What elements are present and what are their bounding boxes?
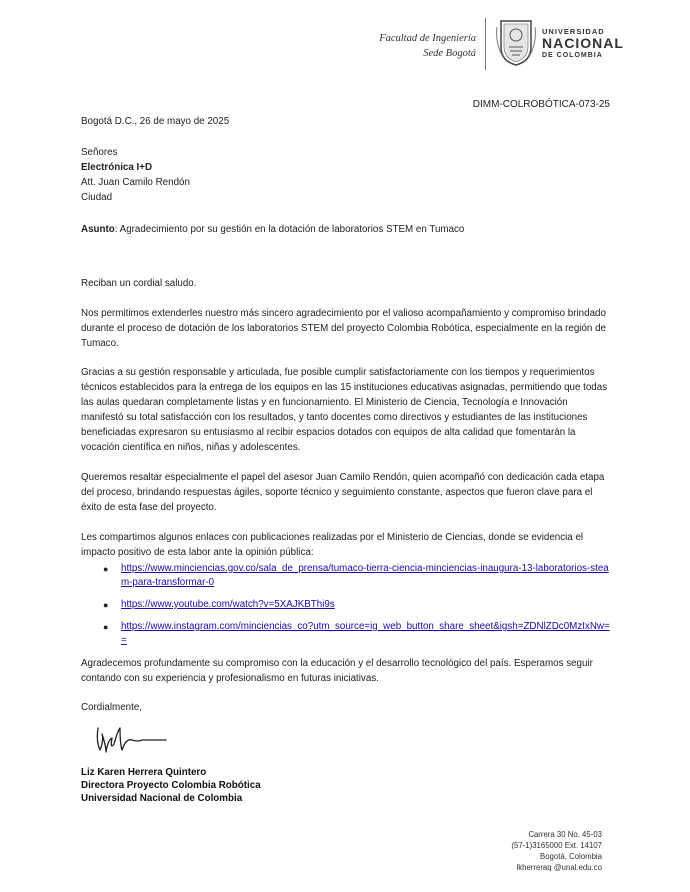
signer-organization: Universidad Nacional de Colombia <box>81 793 243 804</box>
paragraph-5: Agradecemos profundamente su compromiso con la educación y el desarrollo tecnológico del país. Esperamos seguir contando con su experiencia y profesionalismo en futuras iniciativas. <box>81 657 593 684</box>
bullet-icon: ● <box>103 564 109 574</box>
recipient-block <box>81 145 611 205</box>
list-item <box>81 620 611 648</box>
document-reference: DIMM-COLROBÓTICA-073-25 <box>472 99 610 110</box>
footer-email: lkherreraq @unal.edu.co <box>516 863 602 872</box>
handwritten-signature <box>92 720 172 760</box>
signer-block <box>81 766 261 805</box>
signer-title: Directora Proyecto Colombia Robótica <box>81 780 261 791</box>
link-minciencias[interactable]: https://www.minciencias.gov.co/sala_de_prensa/tumaco-tierra-ciencia-minciencias-inaugura-13-laboratorios-steam-para-transformar-0 <box>121 563 609 588</box>
footer-phone: (57-1)3165000 Ext. 14107 <box>511 841 602 850</box>
list-item <box>81 598 611 612</box>
bullet-icon: ● <box>103 622 109 632</box>
university-name <box>542 27 624 60</box>
university-seal-icon <box>495 17 537 67</box>
faculty-name <box>330 31 476 61</box>
recipient-salutation: Señores <box>81 147 118 158</box>
recipient-city: Ciudad <box>81 192 113 203</box>
paragraph-4: Les compartimos algunos enlaces con publicaciones realizadas por el Ministerio de Ciencias, donde se evidencia el impacto positivo de esta labor ante la opinión pública: <box>81 531 584 558</box>
link-list <box>81 562 611 656</box>
link-youtube[interactable]: https://www.youtube.com/watch?v=5XAJKBThi9s <box>121 599 335 610</box>
subject-text: : Agradecimiento por su gestión en la dotación de laboratorios STEM en Tumaco <box>114 224 465 235</box>
header-divider <box>485 18 486 70</box>
faculty-line-2: Sede Bogotá <box>423 48 476 59</box>
subject-line <box>81 222 611 237</box>
university-line-3: DE COLOMBIA <box>542 52 603 59</box>
signer-name: Liz Karen Herrera Quintero <box>81 767 207 778</box>
subject-label: Asunto <box>81 224 115 235</box>
link-instagram[interactable]: https://www.instagram.com/minciencias_co?utm_source=ig_web_button_share_sheet&igsh=ZDNlZDc0MzIxNw== <box>121 621 610 646</box>
faculty-line-1: Facultad de Ingeniería <box>379 33 476 44</box>
bullet-icon: ● <box>103 600 109 610</box>
recipient-attention: Att. Juan Camilo Rendón <box>81 177 190 188</box>
letter-date: Bogotá D.C., 26 de mayo de 2025 <box>81 116 230 127</box>
university-line-2: NACIONAL <box>542 35 624 51</box>
footer-address: Carrera 30 No. 45-03 <box>528 830 602 839</box>
list-item <box>81 562 611 590</box>
paragraph-2: Gracias a su gestión responsable y articulada, fue posible cumplir satisfactoriamente con los tiempos y requerimientos técnicos establecidos para la entrega de los equipos en las 15 instituciones educativas asignadas, permitiendo que todas las aulas quedaran completamente listas y en funcionamiento. El Ministerio de Ciencia, Tecnología e Innovación manifestó su total satisfacción con los resultados, y tanto docentes como directivos y estudiantes de las instituciones beneficiadas expresaron su entusiasmo al recibir espacios dotados con equipos de alta calidad que fomentarán la vocación científica en niños, niñas y adolescentes. <box>81 366 608 453</box>
greeting: Reciban un cordial saludo. <box>81 277 197 289</box>
university-line-1: UNIVERSIDAD <box>542 27 605 36</box>
closing: Cordialmente, <box>81 701 142 713</box>
paragraph-1: Nos permitimos extenderles nuestro más sincero agradecimiento por el valioso acompañamiento y compromiso brindado durante el proceso de dotación de los laboratorios STEM del proyecto Colombia Robótica, especialmente en la región de Tumaco. <box>81 307 606 349</box>
recipient-company: Electrónica I+D <box>81 162 153 173</box>
footer-contact <box>511 829 602 873</box>
footer-city: Bogotá, Colombia <box>540 852 602 861</box>
paragraph-3: Queremos resaltar especialmente el papel del asesor Juan Camilo Rendón, quien acompañó con dedicación cada etapa del proceso, brindando respuestas ágiles, soporte técnico y seguimiento constante, aspectos que fueron clave para el éxito de esta fase del proyecto. <box>81 471 605 513</box>
